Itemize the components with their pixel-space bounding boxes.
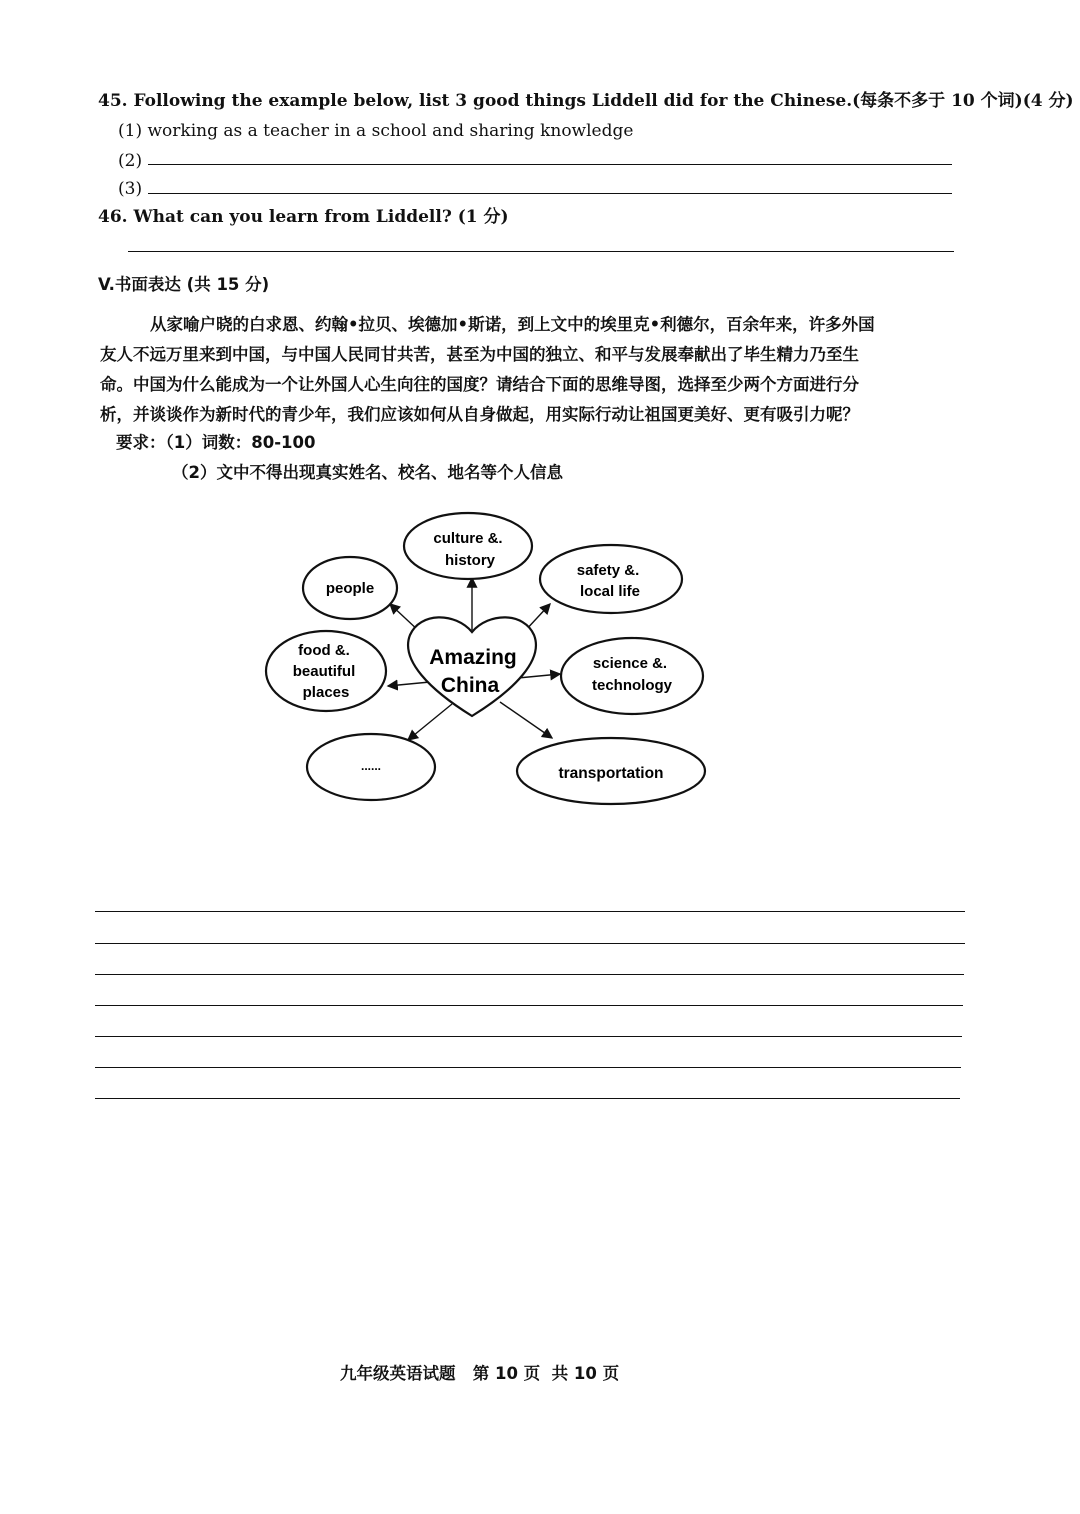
writing-line[interactable] [95,943,965,944]
q45-answer-line-2[interactable] [148,164,952,165]
writing-line[interactable] [95,1098,960,1099]
node-food-label-3: places [302,684,350,701]
q45-blank2-label: (2) [118,151,143,171]
node-culture-label-1: culture &. [433,530,503,547]
q45-answer-line-3[interactable] [148,193,952,194]
arrow-to-more [408,704,452,740]
node-science-label-1: science &. [592,655,668,672]
q46-prompt: 46. What can you learn from Liddell? (1 分) [98,207,509,227]
writing-line[interactable] [95,1067,961,1068]
prompt-paragraph-line-4: 析，并谈谈作为新时代的青少年，我们应该如何从自身做起，用实际行动让祖国更美好、更有吸引力呢？ [100,405,859,424]
node-food-label-1: food &. [298,642,350,659]
node-safety-local-life [540,545,682,613]
writing-line[interactable] [95,1005,963,1006]
node-safety-label-1: safety &. [576,562,640,579]
mind-map-diagram [250,505,720,815]
node-food-label-2: beautiful [292,663,356,680]
q45-prompt: 45. Following the example below, list 3 good things Liddell did for the Chinese.(每条不多于 10 个词)(4 分) [98,91,1074,111]
writing-line[interactable] [95,974,964,975]
node-more-label: ...... [360,759,382,773]
requirement-2: （2）文中不得出现真实姓名、校名、地名等个人信息 [172,463,563,482]
writing-line[interactable] [95,1036,962,1037]
node-transportation-label: transportation [558,765,664,782]
arrow-to-transportation [500,702,552,738]
prompt-paragraph-line-1: 从家喻户晓的白求恩、约翰•拉贝、埃德加•斯诺，到上文中的埃里克•利德尔，百余年来，许多外国 [150,315,875,334]
node-science-technology [561,638,703,714]
node-science-label-2: technology [591,677,673,694]
center-label-line-2: China [440,674,500,697]
requirement-1: 要求：（1）词数：80-100 [116,433,316,452]
q46-answer-line[interactable] [128,251,954,252]
prompt-paragraph-line-2: 友人不远万里来到中国，与中国人民同甘共苦，甚至为中国的独立、和平与发展奉献出了毕生精力乃至生 [100,345,859,364]
arrow-to-food [388,682,430,686]
section-heading: V.书面表达 (共 15 分) [98,275,270,294]
node-culture-label-2: history [444,552,496,569]
node-safety-label-2: local life [579,583,641,600]
page-footer: 九年级英语试题 第 10 页 共 10 页 [340,1364,620,1383]
prompt-paragraph-line-3: 命。中国为什么能成为一个让外国人心生向往的国度？请结合下面的思维导图，选择至少两个方面进行分 [100,375,859,394]
q45-example-answer: (1) working as a teacher in a school and sharing knowledge [118,121,634,141]
node-people-label: people [325,580,375,597]
center-label-line-1: Amazing [429,646,517,669]
writing-line[interactable] [95,911,965,912]
q45-blank3-label: (3) [118,179,143,199]
